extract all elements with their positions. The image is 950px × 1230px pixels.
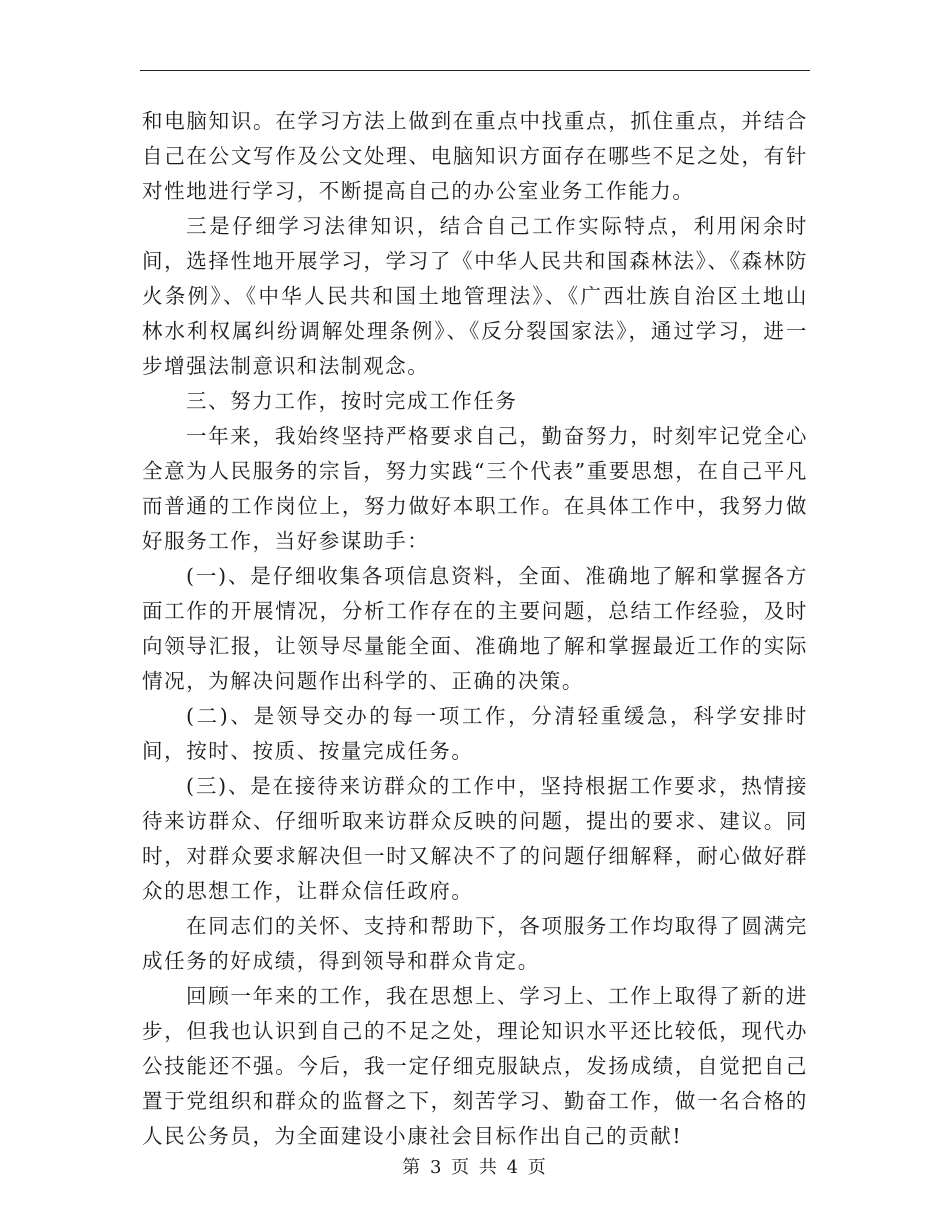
header-rule (140, 70, 810, 71)
section-heading-work: 三、努力工作，按时完成工作任务 (186, 389, 518, 413)
paragraph-legal-study: 三是仔细学习法律知识，结合自己工作实际特点，利用闲余时间，选择性地开展学习，学习了《中华人民共和国森林法》、《森林防火条例》、《中华人民共和国土地管理法》、《广西壮族自治区土地山林水利权属纠纷调解处理条例》、《反分裂国家法》，通过学习，进一步增强法制意识和法制观念。 (142, 214, 808, 378)
paragraph-item-2: (二)、是领导交办的每一项工作，分清轻重缓急，科学安排时间，按时、按质、按量完成任务。 (142, 704, 808, 763)
paragraph-year-summary: 一年来，我始终坚持严格要求自己，勤奋努力，时刻牢记党全心全意为人民服务的宗旨，努力实践“三个代表”重要思想，在自己平凡而普通的工作岗位上，努力做好本职工作。在具体工作中，我努力做好服务工作，当好参谋助手： (142, 424, 808, 553)
page-number-footer: 第 3 页 共 4 页 (402, 1157, 548, 1178)
paragraph-item-1: (一)、是仔细收集各项信息资料，全面、准确地了解和掌握各方面工作的开展情况，分析工作存在的主要问题，总结工作经验，及时向领导汇报，让领导尽量能全面、准确地了解和掌握最近工作的实际情况，为解决问题作出科学的、正确的决策。 (142, 564, 808, 693)
paragraph-item-3: (三)、是在接待来访群众的工作中，坚持根据工作要求，热情接待来访群众、仔细听取来访群众反映的问题，提出的要求、建议。同时，对群众要求解决但一时又解决不了的问题仔细解释，耐心做好群众的思想工作，让群众信任政府。 (142, 774, 808, 903)
paragraph-achievement: 在同志们的关怀、支持和帮助下，各项服务工作均取得了圆满完成任务的好成绩，得到领导和群众肯定。 (142, 914, 808, 973)
paragraph-continuation: 和电脑知识。在学习方法上做到在重点中找重点，抓住重点，并结合自己在公文写作及公文处理、电脑知识方面存在哪些不足之处，有针对性地进行学习，不断提高自己的办公室业务工作能力。 (142, 109, 808, 203)
document-body (142, 104, 808, 1154)
paragraph-review: 回顾一年来的工作，我在思想上、学习上、工作上取得了新的进步，但我也认识到自己的不足之处，理论知识水平还比较低，现代办公技能还不强。今后，我一定仔细克服缺点，发扬成绩，自觉把自己置于党组织和群众的监督之下，刻苦学习、勤奋工作，做一名合格的人民公务员，为全面建设小康社会目标作出自己的贡献! (142, 984, 808, 1148)
